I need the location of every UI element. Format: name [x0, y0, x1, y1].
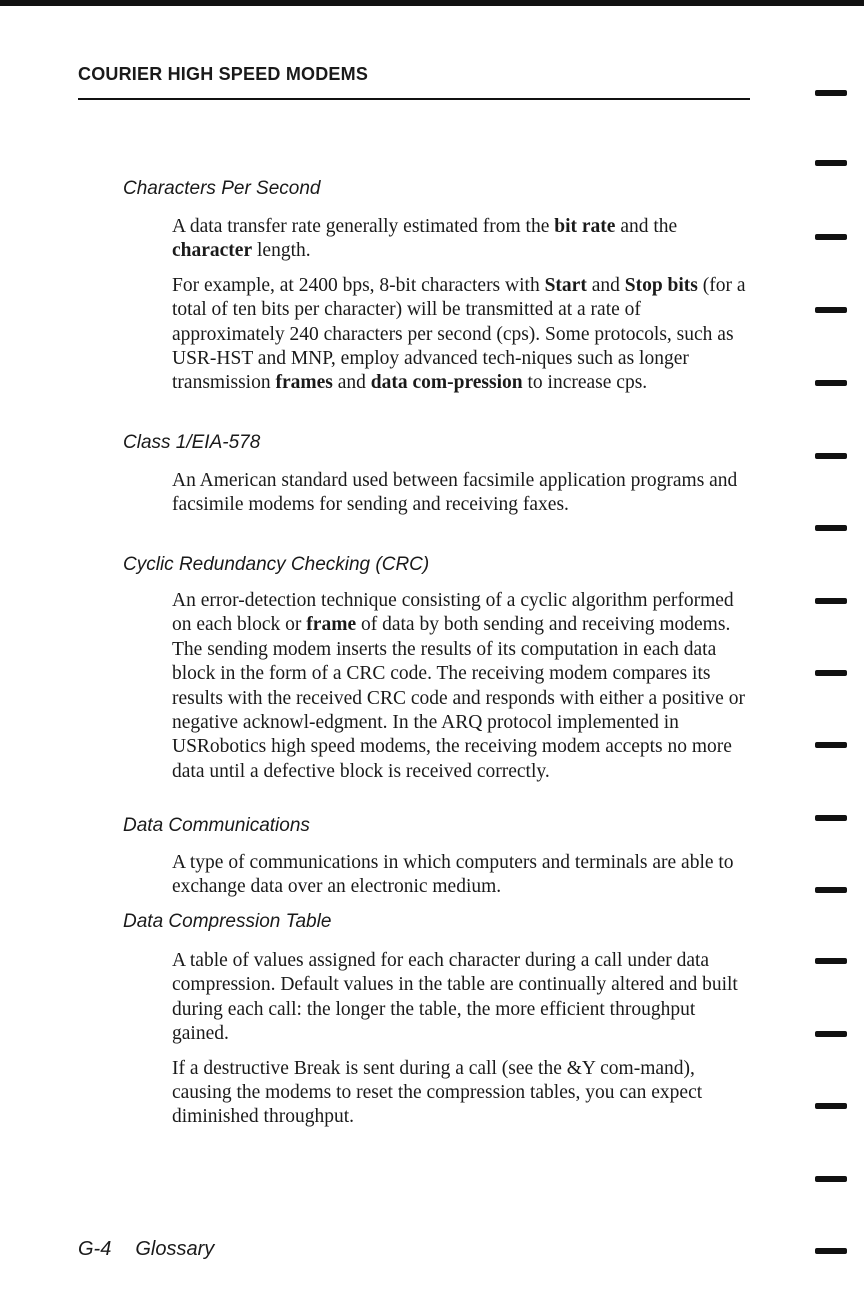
margin-tick [815, 670, 847, 676]
glossary-cross-reference: Start [544, 274, 587, 296]
definition-paragraph: A data transfer rate generally estimated from the bit rate and the character length. [172, 216, 678, 262]
margin-tick [815, 1031, 847, 1037]
glossary-definition [172, 469, 752, 518]
header-rule [78, 98, 750, 100]
glossary-definition [172, 215, 752, 396]
definition-paragraph: For example, at 2400 bps, 8-bit characters with Start and Stop bits (for a total of ten bits per character) will be transmitted at a rate of approximately 240 characters per second (cps). Some protocols, such as USR-HST and MNP, employ advanced tech-niques such as longer transmission frames and data com-pression to increase cps. [172, 274, 746, 394]
margin-tick [815, 525, 847, 531]
section-name: Glossary [135, 1238, 215, 1260]
definition-paragraph: If a destructive Break is sent during a call (see the &Y com-mand), causing the modems to reset the compression tables, you can expect diminished throughput. [172, 1057, 703, 1128]
definition-paragraph: A table of values assigned for each character during a call under data compression. Default values in the table are continually altered and built during each call: the longer the table, the more efficient throughput gained. [172, 950, 738, 1045]
margin-tick [815, 1248, 847, 1254]
glossary-cross-reference: frames [275, 372, 333, 394]
margin-tick [815, 958, 847, 964]
margin-tick [815, 1176, 847, 1182]
definition-paragraph: A type of communications in which computers and terminals are able to exchange data over an electronic medium. [172, 852, 734, 898]
glossary-term: Data Compression Table [123, 911, 332, 932]
glossary-term: Characters Per Second [123, 178, 321, 199]
margin-tick [815, 598, 847, 604]
glossary-definition [172, 589, 752, 784]
margin-tick [815, 380, 847, 386]
definition-paragraph: An error-detection technique consisting of a cyclic algorithm performed on each block or frame of data by both sending and receiving modems. The sending modem inserts the results of its computation in each data block in the form of a CRC code. The receiving modem compares its results with the received CRC code and responds with either a positive or negative acknowl-edgment. In the ARQ protocol implemented in USRobotics high speed modems, the receiving modem accepts no more data until a defective block is received correctly. [172, 590, 745, 782]
margin-tick [815, 742, 847, 748]
glossary-term: Class 1/EIA-578 [123, 432, 261, 453]
glossary-cross-reference: Stop bits [624, 274, 698, 296]
margin-tick [815, 1103, 847, 1109]
page-number: G-4 [78, 1238, 112, 1260]
top-edge-rule [0, 0, 864, 6]
glossary-term: Data Communications [123, 815, 310, 836]
glossary-cross-reference: data com-pression [370, 372, 523, 394]
page-footer [78, 1238, 214, 1261]
glossary-cross-reference: character [172, 240, 253, 262]
margin-tick [815, 453, 847, 459]
margin-tick [815, 815, 847, 821]
glossary-cross-reference: frame [306, 614, 357, 636]
definition-paragraph: An American standard used between facsimile application programs and facsimile modems for sending and receiving faxes. [172, 470, 738, 516]
glossary-definition [172, 949, 752, 1130]
margin-tick [815, 307, 847, 313]
glossary-definition [172, 851, 752, 900]
margin-tick [815, 160, 847, 166]
margin-tick [815, 887, 847, 893]
glossary-term: Cyclic Redundancy Checking (CRC) [123, 554, 430, 575]
glossary-cross-reference: bit rate [554, 216, 616, 237]
margin-tick [815, 90, 847, 96]
margin-tick [815, 234, 847, 240]
running-header: COURIER HIGH SPEED MODEMS [78, 64, 369, 84]
